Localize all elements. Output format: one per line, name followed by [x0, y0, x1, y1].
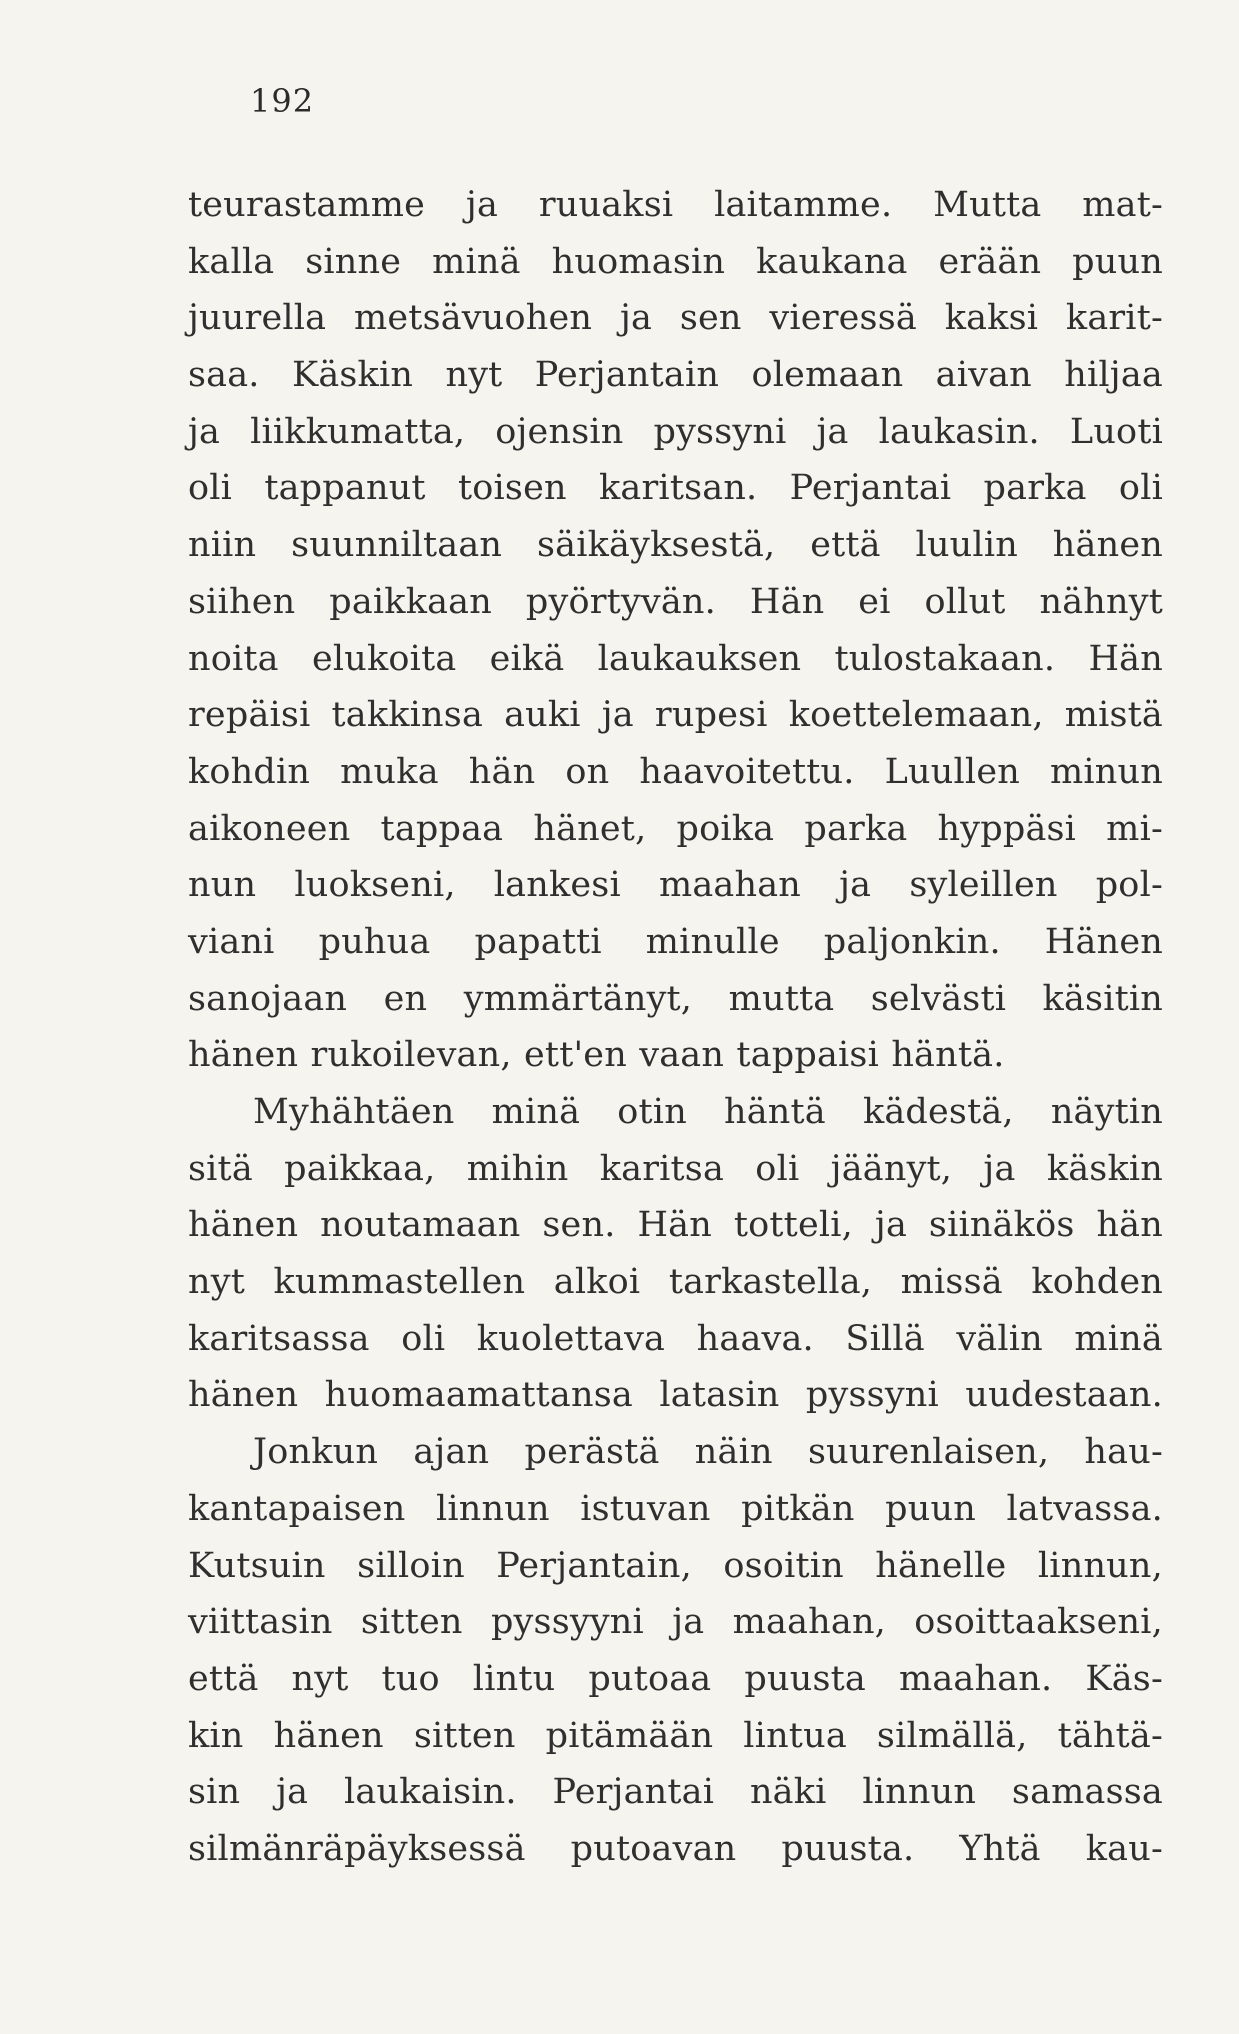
text-line: karitsassa oli kuolettava haava. Sillä välin minä — [188, 1318, 1163, 1359]
text-line: Jonkun ajan perästä näin suurenlaisen, hau- — [253, 1432, 1163, 1473]
text-line: hänen noutamaan sen. Hän totteli, ja siinäkös hän — [188, 1205, 1163, 1246]
text-line: kantapaisen linnun istuvan pitkän puun latvassa. — [188, 1488, 1163, 1529]
text-line: noita elukoita eikä laukauksen tulostakaan. Hän — [188, 638, 1163, 679]
text-line: nun luokseni, lankesi maahan ja syleillen pol- — [188, 865, 1163, 906]
text-line: repäisi takkinsa auki ja rupesi koettelemaan, mistä — [188, 695, 1163, 736]
text-line: ja liikkumatta, ojensin pyssyni ja laukasin. Luoti — [188, 411, 1163, 452]
text-line: viani puhua papatti minulle paljonkin. Hänen — [188, 921, 1163, 962]
text-line: sitä paikkaa, mihin karitsa oli jäänyt, ja käskin — [188, 1148, 1163, 1189]
text-line: hänen rukoilevan, ett'en vaan tappaisi häntä. — [188, 1035, 1005, 1076]
text-line: siihen paikkaan pyörtyvän. Hän ei ollut nähnyt — [188, 581, 1163, 622]
text-line: saa. Käskin nyt Perjantain olemaan aivan hiljaa — [188, 355, 1163, 396]
text-line: sin ja laukaisin. Perjantai näki linnun samassa — [188, 1772, 1163, 1813]
text-line: hänen huomaamattansa latasin pyssyni uudestaan. — [188, 1375, 1163, 1416]
page-number: 192 — [250, 82, 315, 120]
text-line: kohdin muka hän on haavoitettu. Luullen minun — [188, 751, 1163, 792]
text-line: kin hänen sitten pitämään lintua silmällä, tähtä- — [188, 1715, 1163, 1756]
text-line: oli tappanut toisen karitsan. Perjantai parka oli — [188, 468, 1163, 509]
text-line: viittasin sitten pyssyyni ja maahan, osoittaakseni, — [188, 1602, 1163, 1643]
text-line: että nyt tuo lintu putoaa puusta maahan. Käs- — [188, 1658, 1163, 1699]
text-line: juurella metsävuohen ja sen vieressä kaksi karit- — [188, 298, 1163, 339]
text-line: sanojaan en ymmärtänyt, mutta selvästi käsitin — [188, 978, 1163, 1019]
text-line: aikoneen tappaa hänet, poika parka hyppäsi mi- — [188, 808, 1163, 849]
text-line: Myhähtäen minä otin häntä kädestä, näytin — [253, 1092, 1163, 1132]
text-line: Kutsuin silloin Perjantain, osoitin hänelle linnun, — [188, 1545, 1163, 1586]
text-line: kalla sinne minä huomasin kaukana erään puun — [188, 241, 1163, 282]
text-line: silmänräpäyksessä putoavan puusta. Yhtä kau- — [188, 1828, 1163, 1869]
text-line: nyt kummastellen alkoi tarkastella, missä kohden — [188, 1262, 1163, 1303]
text-line: teurastamme ja ruuaksi laitamme. Mutta mat- — [188, 185, 1163, 225]
body-text — [188, 177, 1163, 1878]
text-line: niin suunniltaan säikäyksestä, että luulin hänen — [188, 525, 1163, 566]
